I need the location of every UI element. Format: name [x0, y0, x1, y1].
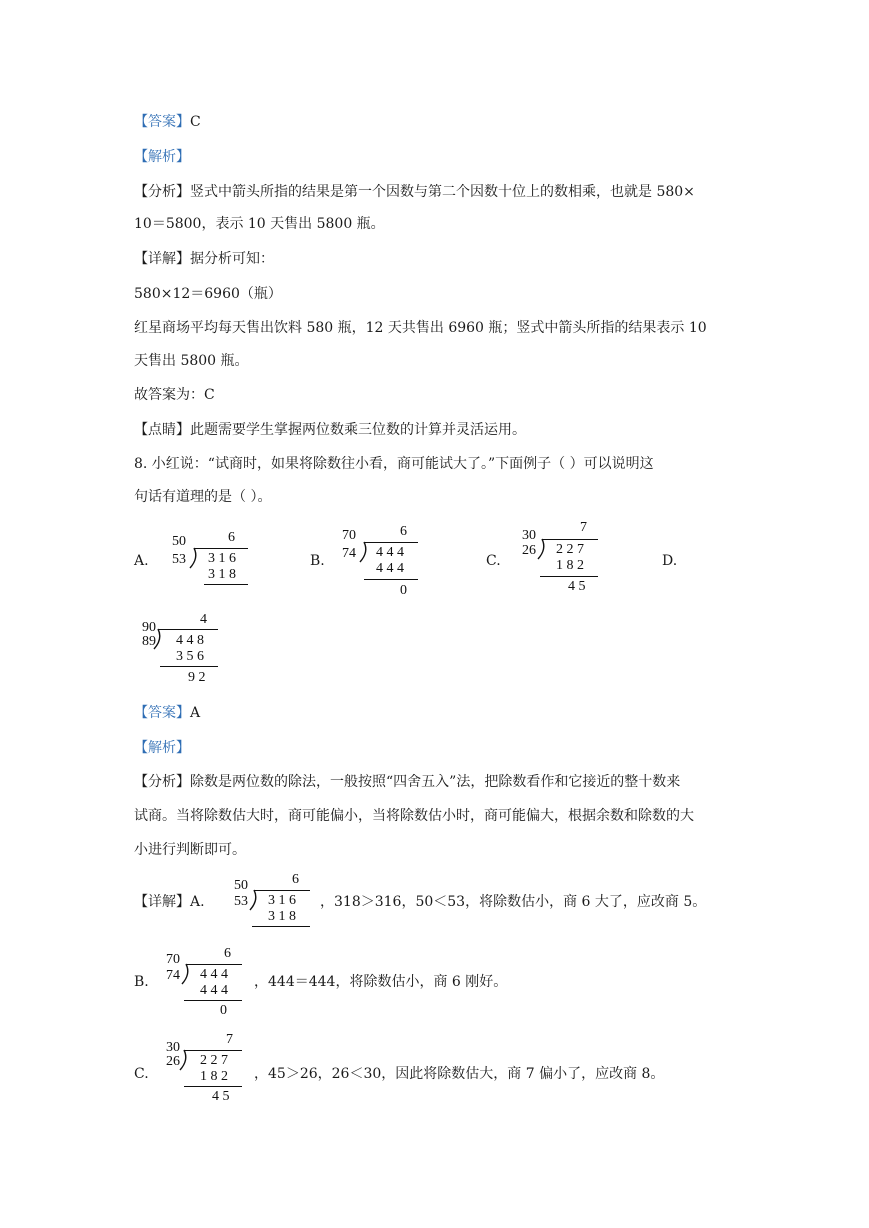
product: 1 8 2 — [556, 558, 584, 573]
quotient: 6 — [400, 524, 407, 539]
quotient: 6 — [228, 530, 235, 545]
product: 3 5 6 — [176, 649, 204, 664]
product: 3 1 8 — [268, 909, 296, 924]
quotient: 6 — [292, 872, 299, 887]
q8-stem-line1: 8. 小红说：“试商时，如果将除数往小看，商可能试大了。”下面例子（ ）可以说明这 — [134, 456, 654, 472]
subtraction-line — [160, 666, 218, 667]
dividend: 3 1 6 — [268, 893, 296, 908]
q8-analysis-tag: 【解析】 — [134, 740, 190, 756]
q7-text-line2: 天售出 5800 瓶。 — [134, 353, 249, 369]
approx-divisor: 50 — [234, 878, 248, 893]
option-a-division — [168, 530, 250, 590]
detail-c-label: C. — [134, 1066, 149, 1082]
divisor: 53 — [234, 894, 248, 909]
approx-divisor: 30 — [522, 528, 536, 543]
dividend: 2 2 7 — [556, 542, 584, 557]
q7-fenxi-line2: 10＝5800，表示 10 天售出 5800 瓶。 — [134, 216, 385, 232]
division-bracket — [358, 542, 370, 564]
dividend: 2 2 7 — [200, 1053, 228, 1068]
remainder: 0 — [220, 1003, 227, 1018]
q7-calc: 580×12＝6960（瓶） — [134, 286, 282, 302]
detail-b-label: B. — [134, 974, 149, 990]
quotient: 4 — [200, 612, 207, 627]
approx-divisor: 70 — [166, 952, 180, 967]
division-bracket — [180, 964, 192, 986]
option-d-label: D. — [662, 553, 678, 569]
approx-divisor: 30 — [166, 1040, 180, 1055]
division-bar — [158, 629, 218, 630]
divisor: 53 — [172, 552, 186, 567]
q7-xiangjie: 【详解】据分析可知： — [134, 251, 274, 267]
q8-fenxi-line2: 试商。当将除数估大时，商可能偏小，当将除数估小时，商可能偏大，根据余数和除数的大 — [134, 808, 694, 824]
q8-fenxi-line1: 【分析】除数是两位数的除法，一般按照“四舍五入”法，把除数看作和它接近的整十数来 — [134, 774, 681, 790]
divisor: 74 — [342, 546, 356, 561]
q7-fenxi-line1: 【分析】竖式中箭头所指的结果是第一个因数与第二个因数十位上的数相乘，也就是 580× — [134, 184, 695, 200]
answer-value: C — [190, 114, 201, 130]
q8-stem-line2: 句话有道理的是（ ）。 — [134, 489, 272, 505]
product: 1 8 2 — [200, 1069, 228, 1084]
option-b-division — [338, 524, 420, 600]
detail-c-text: ，45＞26，26＜30，因此将除数估大，商 7 偏小了，应改商 8。 — [254, 1066, 665, 1082]
dividend: 4 4 4 — [200, 967, 228, 982]
answer-value: A — [190, 705, 201, 721]
divisor: 26 — [166, 1054, 180, 1069]
dividend: 4 4 4 — [376, 545, 404, 560]
detail-b-text: ，444＝444，将除数估小，商 6 刚好。 — [254, 974, 508, 990]
approx-divisor: 50 — [172, 534, 186, 549]
division-bar — [542, 539, 598, 540]
q8-fenxi-line3: 小进行判断即可。 — [134, 842, 246, 858]
subtraction-line — [252, 926, 310, 927]
remainder: 9 2 — [188, 670, 206, 685]
option-d-division — [138, 612, 220, 688]
divisor: 89 — [142, 634, 156, 649]
division-bracket — [536, 539, 548, 561]
answer-tag: 【答案】 — [134, 114, 190, 130]
answer-tag: 【答案】 — [134, 705, 190, 721]
product: 4 4 4 — [376, 561, 404, 576]
remainder: 4 5 — [212, 1089, 230, 1104]
q7-text-line1: 红星商场平均每天售出饮料 580 瓶，12 天共售出 6960 瓶；竖式中箭头所指的结果表示 10 — [134, 320, 707, 336]
quotient: 7 — [580, 520, 587, 535]
option-c-label: C. — [486, 553, 501, 569]
option-a-label: A. — [134, 553, 149, 569]
divisor: 74 — [166, 968, 180, 983]
dividend: 3 1 6 — [208, 551, 236, 566]
approx-divisor: 70 — [342, 528, 356, 543]
q7-analysis-tag: 【解析】 — [134, 149, 190, 165]
q7-conclusion: 故答案为：C — [134, 387, 215, 403]
product: 4 4 4 — [200, 983, 228, 998]
division-bar — [254, 890, 310, 891]
approx-divisor: 90 — [142, 620, 156, 635]
subtraction-line — [184, 1000, 242, 1001]
division-bar — [194, 548, 248, 549]
q7-answer — [134, 112, 201, 132]
detail-b-division — [162, 946, 244, 1022]
division-bracket — [188, 548, 200, 570]
remainder: 0 — [400, 583, 407, 598]
subtraction-line — [204, 584, 248, 585]
detail-c-division — [162, 1032, 244, 1108]
division-bar — [184, 1050, 242, 1051]
subtraction-line — [184, 1086, 242, 1087]
divisor: 26 — [522, 543, 536, 558]
detail-a-division — [230, 872, 312, 932]
division-bracket — [248, 890, 260, 912]
dividend: 4 4 8 — [176, 633, 204, 648]
remainder: 4 5 — [568, 579, 586, 594]
quotient: 7 — [226, 1032, 233, 1047]
detail-a-tag: 【详解】A. — [134, 894, 205, 910]
option-b-label: B. — [310, 553, 325, 569]
subtraction-line — [364, 579, 418, 580]
product: 3 1 8 — [208, 567, 236, 582]
subtraction-line — [540, 576, 598, 577]
option-c-division — [518, 520, 600, 596]
q7-dianjing: 【点睛】此题需要学生掌握两位数乘三位数的计算并灵活运用。 — [134, 422, 526, 438]
quotient: 6 — [224, 946, 231, 961]
q8-answer — [134, 703, 200, 723]
division-bar — [186, 964, 242, 965]
detail-a-text: ，318＞316，50＜53，将除数估小，商 6 大了，应改商 5。 — [320, 894, 707, 910]
division-bar — [364, 542, 418, 543]
